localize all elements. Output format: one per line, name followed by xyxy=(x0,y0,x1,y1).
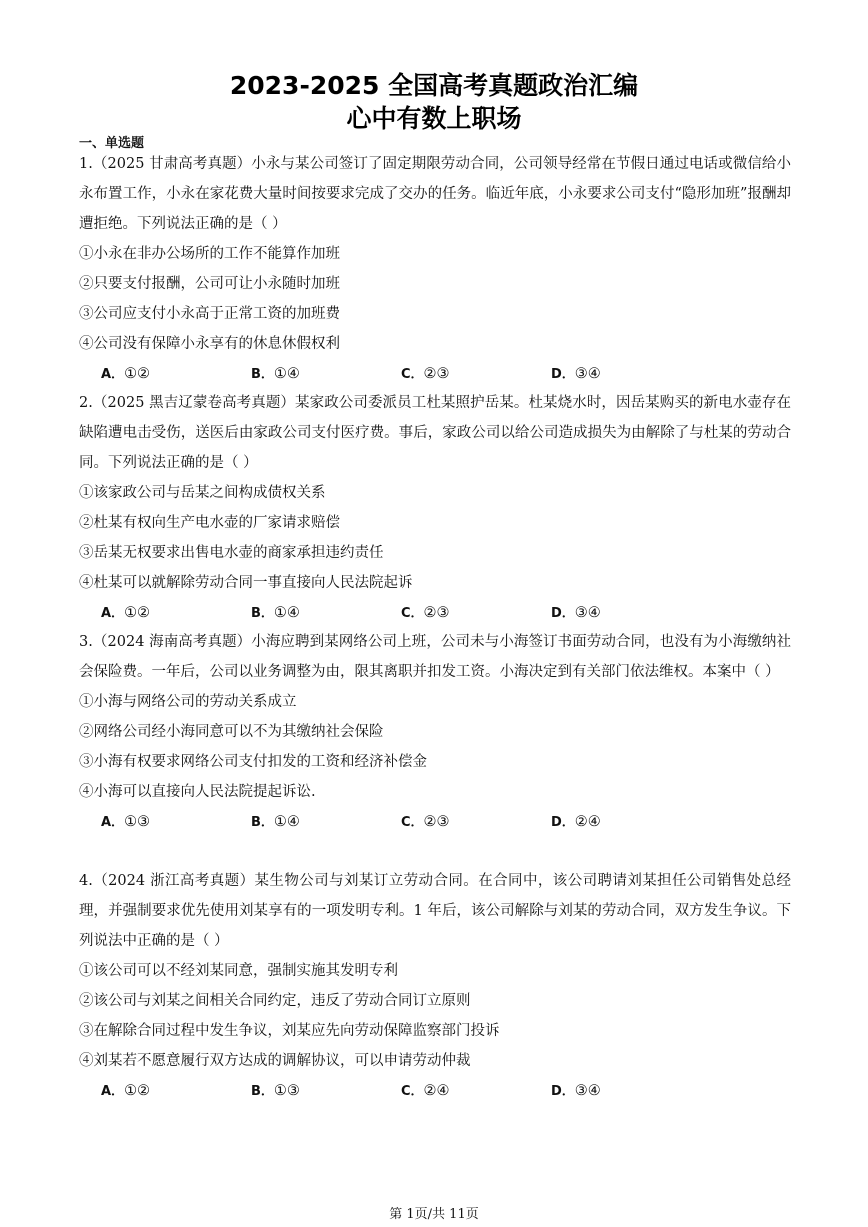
statement-option: ①该公司可以不经刘某同意，强制实施其发明专利 xyxy=(79,963,398,979)
answer-choices xyxy=(79,1076,791,1107)
question-1 xyxy=(79,149,791,390)
choice-c: C．②③ xyxy=(401,366,450,382)
statement-option: ③在解除合同过程中发生争议，刘某应先向劳动保障监察部门投诉 xyxy=(79,1023,500,1039)
question-stem: 2.（2025 黑吉辽蒙卷高考真题）某家政公司委派员工杜某照护岳某。杜某烧水时，因岳某购买的新电水壶存在缺陷遭电击受伤，送医后由家政公司支付医疗费。事后，家政公司以给公司造成损失为由解除了与杜某的劳动合同。下列说法正确的是（ ） xyxy=(79,395,791,471)
statement-option: ②杜某有权向生产电水壶的厂家请求赔偿 xyxy=(79,515,340,531)
statement-option: ④刘某若不愿意履行双方达成的调解协议，可以申请劳动仲裁 xyxy=(79,1053,471,1069)
choice-b: B．①④ xyxy=(251,605,300,621)
statement-option: ②该公司与刘某之间相关合同约定，违反了劳动合同订立原则 xyxy=(79,993,471,1009)
choice-a: A．①② xyxy=(101,1083,151,1099)
statement-option: ④公司没有保障小永享有的休息休假权利 xyxy=(79,336,340,352)
choice-c: C．②③ xyxy=(401,814,450,830)
answer-choices xyxy=(79,598,791,629)
statement-option: ③小海有权要求网络公司支付扣发的工资和经济补偿金 xyxy=(79,754,427,770)
question-4 xyxy=(79,866,791,1107)
question-stem: 1.（2025 甘肃高考真题）小永与某公司签订了固定期限劳动合同，公司领导经常在节假日通过电话或微信给小永布置工作，小永在家花费大量时间按要求完成了交办的任务。临近年底，小永要求公司支付“隐形加班”报酬却遭拒绝。下列说法正确的是（ ） xyxy=(79,156,791,232)
statement-option: ②网络公司经小海同意可以不为其缴纳社会保险 xyxy=(79,724,384,740)
answer-choices xyxy=(79,359,791,390)
choice-d: D．③④ xyxy=(551,1083,601,1099)
statement-option: ③公司应支付小永高于正常工资的加班费 xyxy=(79,306,340,322)
choice-d: D．③④ xyxy=(551,605,601,621)
choice-d: D．③④ xyxy=(551,366,601,382)
document-subtitle: 心中有数上职场 xyxy=(346,104,522,133)
choice-b: B．①④ xyxy=(251,366,300,382)
choice-b: B．①③ xyxy=(251,1083,300,1099)
question-stem: 3.（2024 海南高考真题）小海应聘到某网络公司上班，公司未与小海签订书面劳动合同，也没有为小海缴纳社会保险费。一年后，公司以业务调整为由，限其离职并扣发工资。小海决定到有关部门依法维权。本案中（ ） xyxy=(79,634,791,680)
document-title: 2023-2025 全国高考真题政治汇编 xyxy=(229,71,639,100)
question-stem: 4.（2024 浙江高考真题）某生物公司与刘某订立劳动合同。在合同中，该公司聘请刘某担任公司销售处总经理，并强制要求优先使用刘某享有的一项发明专利。1 年后，该公司解除与刘某的劳动合同，双方发生争议。下列说法中正确的是（ ） xyxy=(79,873,791,949)
statement-option: ①小永在非办公场所的工作不能算作加班 xyxy=(79,246,340,262)
statement-option: ①小海与网络公司的劳动关系成立 xyxy=(79,694,297,710)
page-footer: 第 1页/共 11页 xyxy=(389,1207,479,1222)
statement-option: ②只要支付报酬，公司可让小永随时加班 xyxy=(79,276,340,292)
choice-c: C．②④ xyxy=(401,1083,450,1099)
question-3 xyxy=(79,627,791,838)
statement-option: ④杜某可以就解除劳动合同一事直接向人民法院起诉 xyxy=(79,575,413,591)
choice-a: A．①③ xyxy=(101,814,151,830)
choice-d: D．②④ xyxy=(551,814,601,830)
statement-option: ④小海可以直接向人民法院提起诉讼. xyxy=(79,784,316,800)
choice-a: A．①② xyxy=(101,605,151,621)
statement-option: ①该家政公司与岳某之间构成债权关系 xyxy=(79,485,326,501)
answer-choices xyxy=(79,807,791,838)
statement-option: ③岳某无权要求出售电水壶的商家承担违约责任 xyxy=(79,545,384,561)
choice-c: C．②③ xyxy=(401,605,450,621)
question-2 xyxy=(79,388,791,629)
choice-a: A．①② xyxy=(101,366,151,382)
section-heading: 一、单选题 xyxy=(79,136,145,151)
choice-b: B．①④ xyxy=(251,814,300,830)
